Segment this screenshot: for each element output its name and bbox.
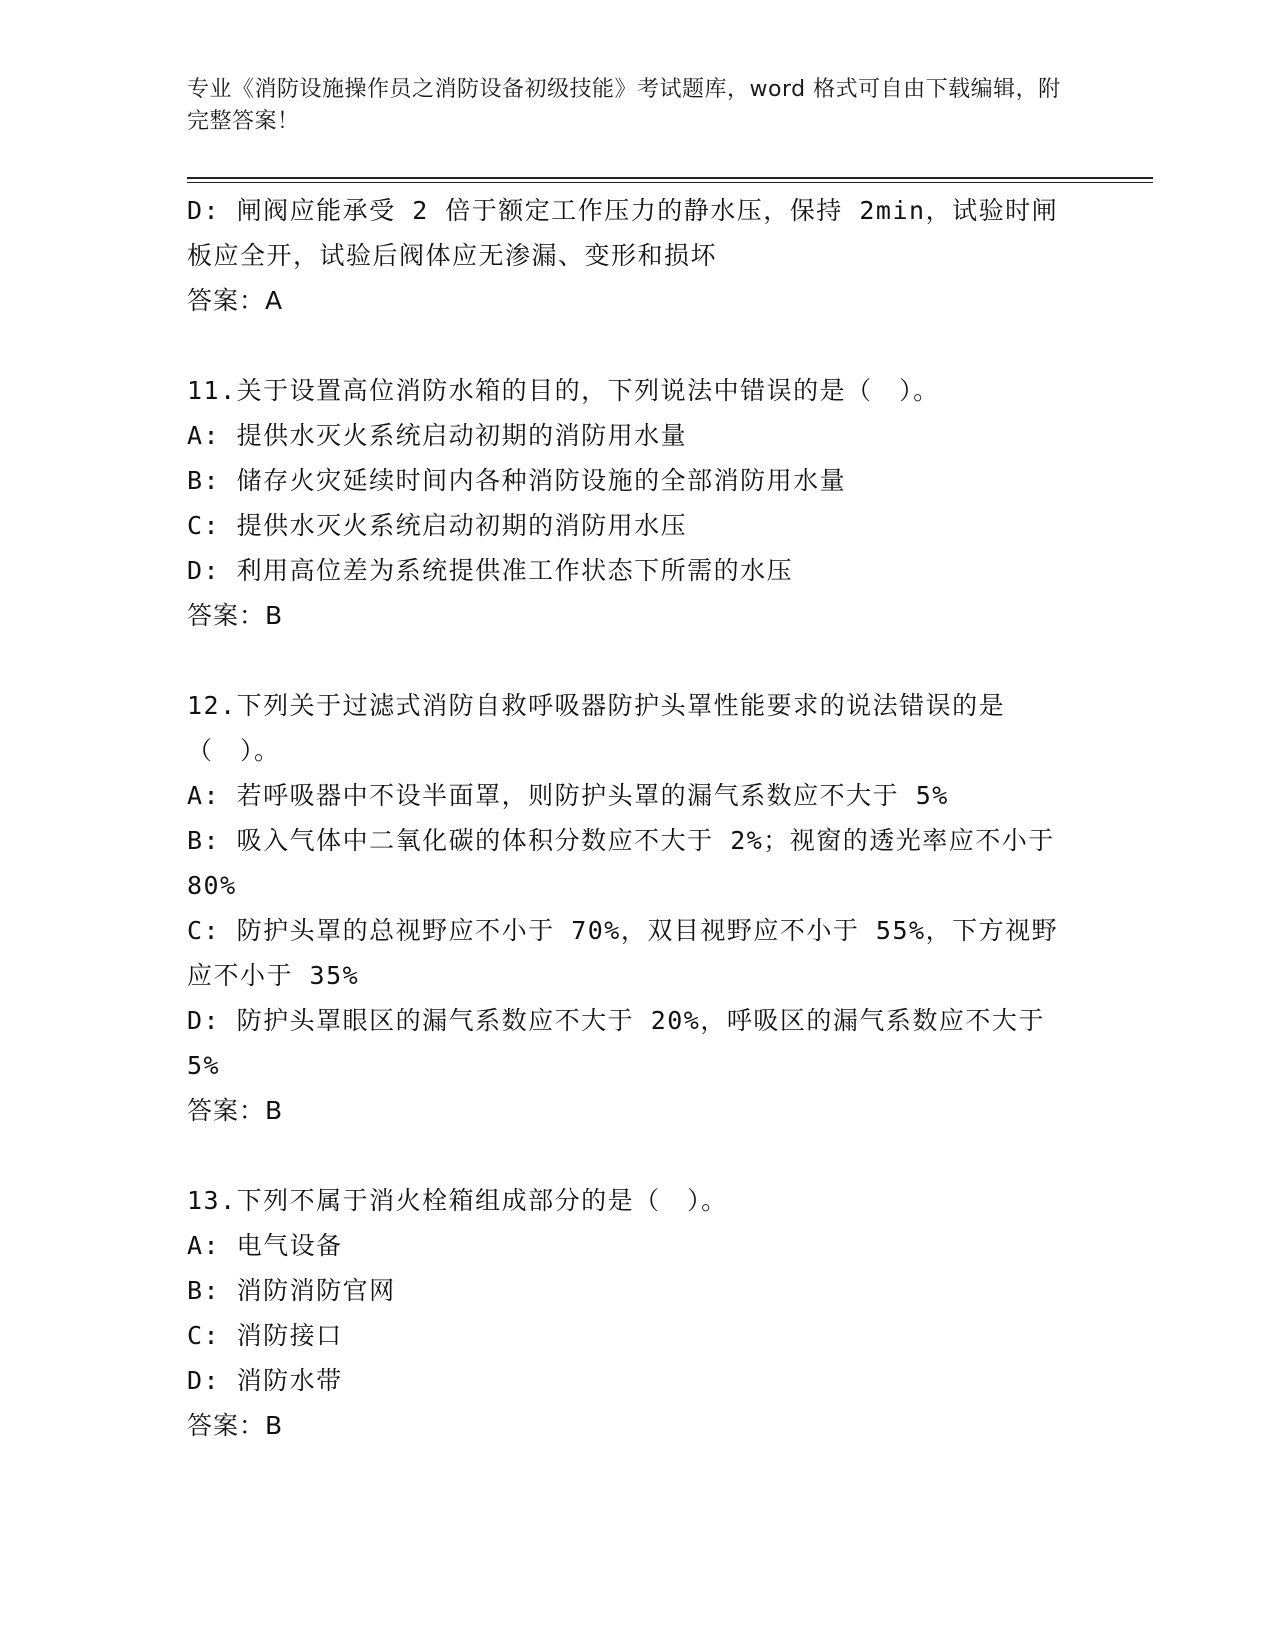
option-d: D: 消防水带 (187, 1366, 343, 1395)
answer: 答案：B (187, 1096, 284, 1125)
previous-question-tail (187, 188, 1077, 323)
option-b: B: 吸入气体中二氧化碳的体积分数应不大于 2%；视窗的透光率应不小于 80% (187, 826, 1055, 900)
question-11 (187, 368, 1077, 638)
option-c: C: 提供水灭火系统启动初期的消防用水压 (187, 511, 688, 540)
option-c: C: 防护头罩的总视野应不小于 70%，双目视野应不小于 55%，下方视野应不小于 35% (187, 916, 1059, 990)
question-stem: 12.下列关于过滤式消防自救呼吸器防护头罩性能要求的说法错误的是（ ）。 (187, 691, 1006, 765)
page-header: 专业《消防设施操作员之消防设备初级技能》考试题库，word 格式可自由下载编辑，附完整答案！ (187, 77, 1061, 134)
question-stem: 11.关于设置高位消防水箱的目的，下列说法中错误的是（ ）。 (187, 376, 940, 405)
header-divider-thin (187, 182, 1153, 183)
spacer (187, 323, 1077, 368)
question-content (187, 188, 1077, 1448)
question-12 (187, 683, 1077, 1133)
option-a: A: 若呼吸器中不设半面罩，则防护头罩的漏气系数应不大于 5% (187, 781, 949, 810)
option-a: A: 电气设备 (187, 1231, 343, 1260)
question-stem: 13.下列不属于消火栓箱组成部分的是（ ）。 (187, 1186, 728, 1215)
option-d: D: 闸阀应能承受 2 倍于额定工作压力的静水压，保持 2min，试验时闸板应全开，试验后阀体应无渗漏、变形和损坏 (187, 196, 1059, 270)
option-d: D: 利用高位差为系统提供准工作状态下所需的水压 (187, 556, 794, 585)
answer: 答案：B (187, 601, 284, 630)
spacer (187, 1133, 1077, 1178)
option-b: B: 储存火灾延续时间内各种消防设施的全部消防用水量 (187, 466, 847, 495)
spacer (187, 638, 1077, 683)
option-d: D: 防护头罩眼区的漏气系数应不大于 20%，呼吸区的漏气系数应不大于 5% (187, 1006, 1045, 1080)
answer: 答案：A (187, 286, 284, 315)
option-b: B: 消防消防官网 (187, 1276, 396, 1305)
answer: 答案：B (187, 1411, 284, 1440)
option-a: A: 提供水灭火系统启动初期的消防用水量 (187, 421, 688, 450)
question-13 (187, 1178, 1077, 1448)
option-c: C: 消防接口 (187, 1321, 343, 1350)
header-divider (187, 177, 1153, 179)
